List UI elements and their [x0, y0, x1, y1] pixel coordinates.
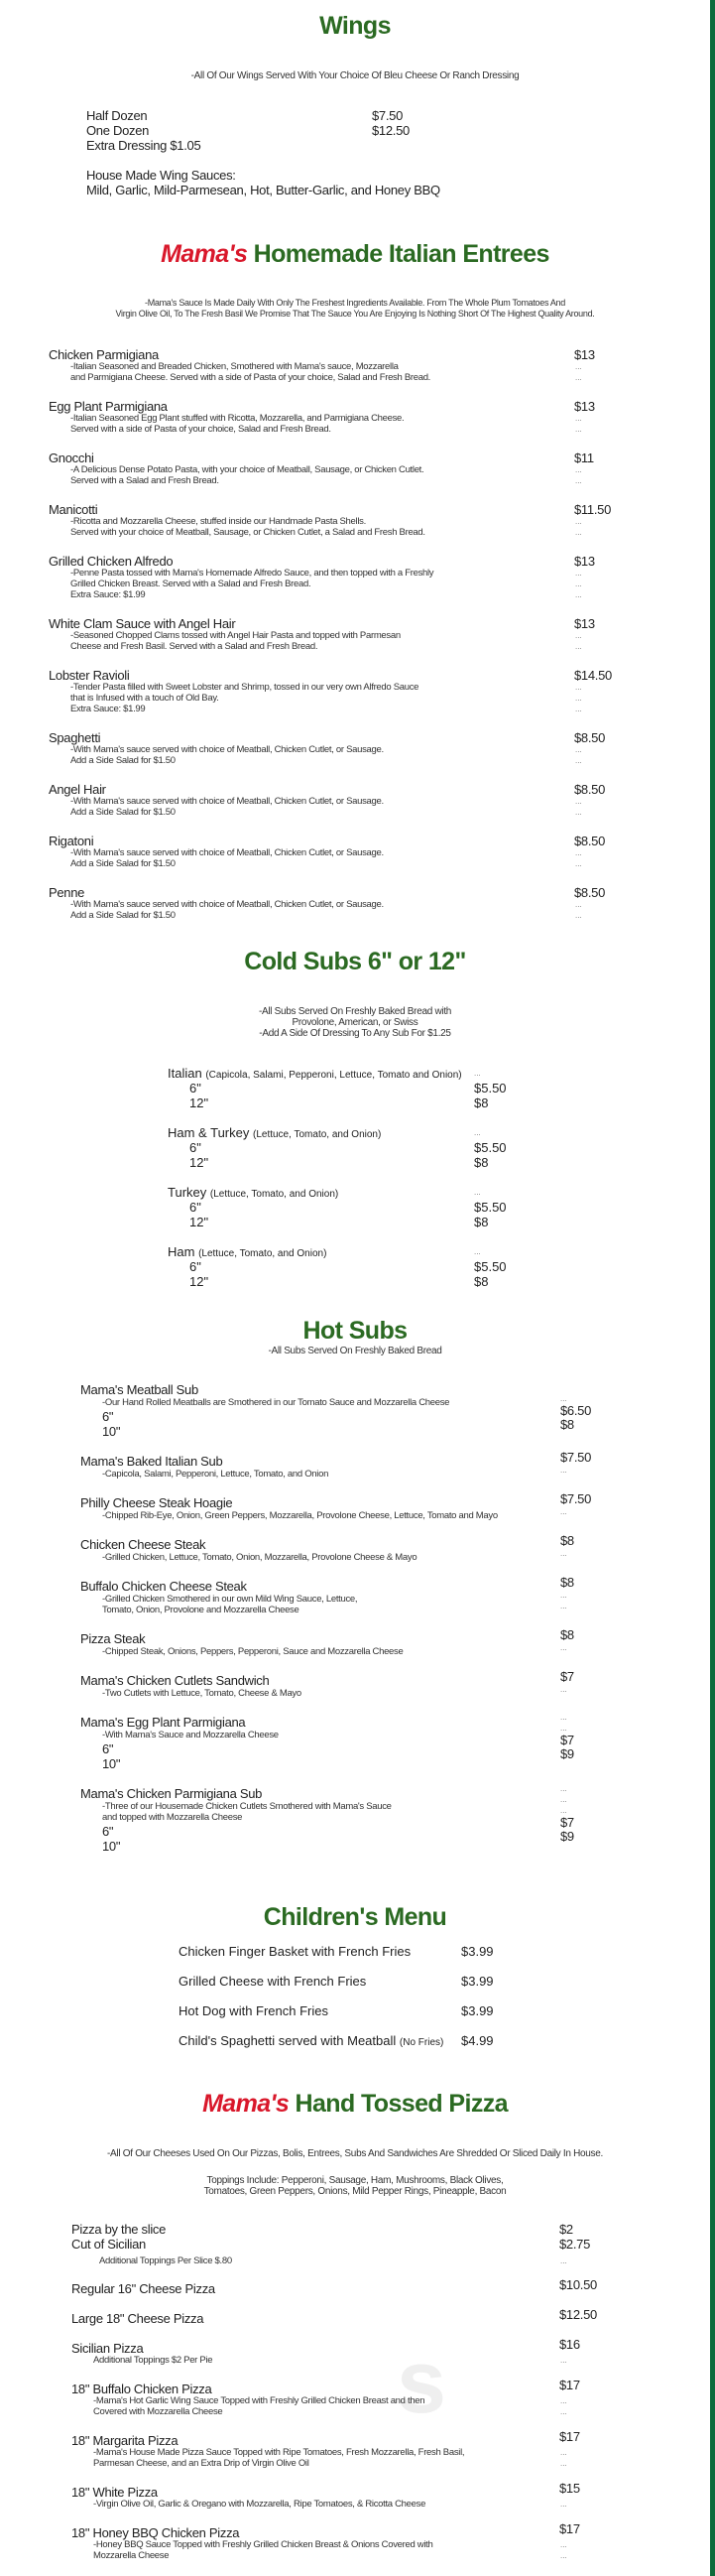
- kids-item-text: Child's Spaghetti served with Meatball: [179, 2033, 397, 2048]
- menu-item-description: Add a Side Salad for $1.50: [70, 755, 176, 766]
- menu-item-price: $13: [574, 399, 595, 414]
- sub-price: $8: [474, 1215, 489, 1229]
- price: $8: [560, 1575, 574, 1590]
- menu-item-description: -Chipped Steak, Onions, Peppers, Pepperoni, Sauce and Mozzarella Cheese: [102, 1646, 404, 1657]
- menu-item-price: $13: [574, 347, 595, 362]
- ellipsis: ...: [560, 2448, 567, 2457]
- ellipsis: ...: [575, 373, 582, 382]
- ellipsis: ...: [560, 2256, 567, 2265]
- sub-name: [168, 1066, 462, 1083]
- menu-item-description: Served with a side of Pasta of your choice, Salad and Fresh Bread.: [70, 424, 331, 435]
- sub-price: $5.50: [474, 1200, 507, 1215]
- ellipsis: ...: [560, 1466, 567, 1475]
- menu-item-name: Regular 16" Cheese Pizza: [71, 2281, 215, 2296]
- ellipsis: ...: [560, 1394, 567, 1403]
- menu-item-price: $14.50: [574, 668, 612, 683]
- menu-item-name: Philly Cheese Steak Hoagie: [80, 1495, 233, 1510]
- ellipsis: ...: [575, 745, 582, 754]
- sub-price: $5.50: [474, 1259, 507, 1274]
- menu-item-name: Chicken Cheese Steak: [80, 1537, 206, 1552]
- section-title: [0, 12, 710, 41]
- menu-item-name: Lobster Ravioli: [49, 668, 130, 683]
- menu-item-description: Served with your choice of Meatball, Sausage, or Chicken Cutlet, a Salad and Fresh Bread.: [70, 527, 425, 538]
- menu-item-description: Grilled Chicken Breast. Served with a Salad and Fresh Bread.: [70, 579, 311, 589]
- sub-size: 10": [102, 1839, 121, 1854]
- menu-item-description: -Seasoned Chopped Clams tossed with Angel Hair Pasta and topped with Parmesan: [70, 630, 401, 641]
- ellipsis: ...: [560, 2500, 567, 2509]
- section-note: -All Subs Served On Freshly Baked Bread: [268, 1346, 442, 1356]
- ellipsis: ...: [560, 1795, 567, 1804]
- menu-item-name: Gnocchi: [49, 451, 94, 465]
- menu-item-price: $8.50: [574, 730, 606, 745]
- ellipsis: ...: [575, 476, 582, 485]
- menu-item-name: Angel Hair: [49, 782, 106, 797]
- mamas-label: Mama's: [202, 2090, 290, 2118]
- section-title: [0, 2090, 710, 2119]
- kids-item-name: [179, 2003, 328, 2018]
- price: $7.50: [560, 1491, 592, 1506]
- sub-size: 6": [102, 1824, 114, 1839]
- menu-item-description: -Grilled Chicken, Lettuce, Tomato, Onion, Mozzarella, Provolone Cheese & Mayo: [102, 1552, 417, 1563]
- menu-item-name: Spaghetti: [49, 730, 101, 745]
- sub-ingredients: (Lettuce, Tomato, and Onion): [198, 1248, 327, 1259]
- menu-item-description: Covered with Mozzarella Cheese: [93, 2406, 223, 2417]
- ellipsis: ...: [560, 2540, 567, 2549]
- price: $7: [560, 1733, 574, 1747]
- section-title: [0, 1317, 710, 1346]
- menu-item-description: -Two Cutlets with Lettuce, Tomato, Cheese & Mayo: [102, 1688, 301, 1699]
- sub-name-text: Ham: [168, 1244, 195, 1259]
- sauces-list: Mild, Garlic, Mild-Parmesean, Hot, Butter-Garlic, and Honey BBQ: [86, 183, 440, 197]
- price: $8: [560, 1417, 574, 1432]
- menu-item-description: and Parmigiana Cheese. Served with a side of Pasta of your choice, Salad and Fresh Bread.: [70, 372, 431, 383]
- ellipsis: ...: [560, 1724, 567, 1733]
- menu-item-price: $10.50: [559, 2277, 597, 2292]
- section-note: -Add A Side Of Dressing To Any Sub For $1.25: [259, 1028, 451, 1039]
- ellipsis: ...: [560, 1591, 567, 1600]
- ellipsis: ...: [560, 1685, 567, 1694]
- menu-item-name: 18" Buffalo Chicken Pizza: [71, 2382, 212, 2396]
- section-title: [0, 948, 710, 976]
- menu-item-description: -With Mama's sauce served with choice of Meatball, Chicken Cutlet, or Sausage.: [70, 744, 384, 755]
- section-title-text: Cold Subs 6" or 12": [244, 948, 466, 975]
- ellipsis: ...: [560, 2356, 567, 2365]
- sub-size: 6": [189, 1140, 201, 1155]
- ellipsis: ...: [474, 1069, 481, 1078]
- menu-item-description: -Tender Pasta filled with Sweet Lobster and Shrimp, tossed in our very own Alfredo Sauce: [70, 682, 419, 693]
- sub-size: 10": [102, 1424, 121, 1439]
- section-note: -All Subs Served On Freshly Baked Bread with: [258, 1006, 452, 1017]
- sub-price: $5.50: [474, 1140, 507, 1155]
- ellipsis: ...: [575, 425, 582, 434]
- sub-price: $5.50: [474, 1081, 507, 1095]
- menu-item-name: Mama's Egg Plant Parmigiana: [80, 1715, 246, 1730]
- menu-item-price: $12.50: [559, 2307, 597, 2322]
- menu-item-description: and topped with Mozzarella Cheese: [102, 1812, 243, 1823]
- ellipsis: ...: [575, 911, 582, 920]
- menu-item-price: $8.50: [574, 782, 606, 797]
- sub-size: 12": [189, 1274, 209, 1289]
- kids-item-name: [179, 1944, 411, 1959]
- sub-price: $8: [474, 1274, 489, 1289]
- ellipsis: ...: [474, 1128, 481, 1137]
- ellipsis: ...: [575, 642, 582, 651]
- ellipsis: ...: [474, 1247, 481, 1256]
- section-note: -Mama's Sauce Is Made Daily With Only The Freshest Ingredients Available. From The Whole Plum Tomatoes And: [145, 298, 565, 308]
- kids-item-price: $3.99: [461, 1974, 494, 1989]
- section-note: Virgin Olive Oil, To The Fresh Basil We Promise That The Sauce You Are Enjoying Is Nothing Short Of The Highest Quality Around.: [115, 309, 595, 319]
- menu-item-name: Pizza by the slice: [71, 2222, 167, 2237]
- price: $9: [560, 1746, 574, 1761]
- ellipsis: ...: [575, 569, 582, 578]
- sub-name-text: Ham & Turkey: [168, 1125, 250, 1140]
- menu-item-description: Additional Toppings $2 Per Pie: [93, 2355, 213, 2366]
- ellipsis: ...: [575, 756, 582, 765]
- toppings-note: Toppings Include: Pepperoni, Sausage, Ham, Mushrooms, Black Olives,: [206, 2175, 504, 2186]
- ellipsis: ...: [560, 2396, 567, 2405]
- ellipsis: ...: [560, 1806, 567, 1815]
- ellipsis: ...: [575, 848, 582, 857]
- ellipsis: ...: [560, 1507, 567, 1516]
- sauces-label: House Made Wing Sauces:: [86, 168, 236, 183]
- sub-size: 6": [102, 1741, 114, 1756]
- menu-item-price: $7.50: [372, 108, 404, 123]
- menu-item-name: Cut of Sicilian: [71, 2237, 146, 2252]
- menu-item-price: $8.50: [574, 834, 606, 848]
- menu-item-description: -With Mama's Sauce and Mozzarella Cheese: [102, 1730, 279, 1740]
- menu-item-description: Served with a Salad and Fresh Bread.: [70, 475, 219, 486]
- section-title-text: Hand Tossed Pizza: [295, 2090, 508, 2118]
- menu-item-description: -Honey BBQ Sauce Topped with Freshly Grilled Chicken Breast & Onions Covered with: [93, 2539, 433, 2550]
- menu-item-description: -Mama's House Made Pizza Sauce Topped with Ripe Tomatoes, Fresh Mozzarella, Fresh Basil,: [93, 2447, 465, 2458]
- menu-item-name: Mama's Chicken Parmigiana Sub: [80, 1786, 263, 1801]
- menu-item-price: $13: [574, 554, 595, 569]
- ellipsis: ...: [575, 694, 582, 703]
- menu-item-description: -Capicola, Salami, Pepperoni, Lettuce, Tomato, and Onion: [102, 1469, 329, 1480]
- kids-item-text: Chicken Finger Basket with French Fries: [179, 1944, 412, 1959]
- ellipsis: ...: [575, 683, 582, 692]
- price: $7: [560, 1669, 574, 1684]
- sub-size: 6": [189, 1200, 201, 1215]
- section-title-text: Children's Menu: [263, 1903, 447, 1931]
- sub-name-text: Italian: [168, 1066, 202, 1081]
- menu-item-name: Chicken Parmigiana: [49, 347, 159, 362]
- menu-item-name: Extra Dressing $1.05: [86, 138, 201, 153]
- menu-item-name: Penne: [49, 885, 85, 900]
- menu-item-name: Buffalo Chicken Cheese Steak: [80, 1579, 247, 1594]
- menu-item-name: Egg Plant Parmigiana: [49, 399, 168, 414]
- ellipsis: ...: [560, 1784, 567, 1793]
- sub-name-text: Turkey: [168, 1185, 207, 1200]
- price: $9: [560, 1829, 574, 1844]
- menu-item-price: $2.75: [559, 2237, 591, 2252]
- menu-item-price: $11: [574, 451, 594, 465]
- ellipsis: ...: [575, 362, 582, 371]
- menu-item-price: $2: [559, 2222, 573, 2237]
- price: $8: [560, 1533, 574, 1548]
- menu-item-name: Mama's Meatball Sub: [80, 1382, 198, 1397]
- ellipsis: ...: [575, 631, 582, 640]
- ellipsis: ...: [575, 859, 582, 868]
- section-title: [0, 1903, 710, 1932]
- section-title-text: Homemade Italian Entrees: [253, 240, 549, 268]
- menu-item-description: Extra Sauce: $1.99: [70, 704, 146, 714]
- sub-price: $8: [474, 1155, 489, 1170]
- menu-item-description: -Three of our Housemade Chicken Cutlets Smothered with Mama's Sauce: [102, 1801, 392, 1812]
- menu-item-name: 18" White Pizza: [71, 2485, 158, 2500]
- menu-item-price: $11.50: [574, 502, 611, 517]
- sub-ingredients: (Capicola, Salami, Pepperoni, Lettuce, Tomato and Onion): [205, 1070, 462, 1081]
- ellipsis: ...: [474, 1188, 481, 1197]
- menu-item-description: -Our Hand Rolled Meatballs are Smothered in our Tomato Sauce and Mozzarella Cheese: [102, 1397, 450, 1408]
- section-note: Provolone, American, or Swiss: [292, 1017, 418, 1028]
- right-edge-stripe: [710, 0, 715, 2576]
- sub-size: 6": [189, 1081, 201, 1095]
- menu-item-description: Add a Side Salad for $1.50: [70, 858, 176, 869]
- menu-item-description: -Italian Seasoned Egg Plant stuffed with Ricotta, Mozzarella, and Parmigiana Cheese.: [70, 413, 405, 424]
- ellipsis: ...: [575, 900, 582, 909]
- sub-ingredients: (Lettuce, Tomato, and Onion): [252, 1129, 382, 1140]
- sub-size: 6": [102, 1409, 114, 1424]
- menu-item-price: $15: [559, 2481, 580, 2496]
- menu-item-description: -Chipped Rib-Eye, Onion, Green Peppers, Mozzarella, Provolone Cheese, Lettuce, Tomato and Mayo: [102, 1510, 498, 1521]
- ellipsis: ...: [560, 1549, 567, 1558]
- menu-item-description: -With Mama's sauce served with choice of Meatball, Chicken Cutlet, or Sausage.: [70, 899, 384, 910]
- menu-item-name: Grilled Chicken Alfredo: [49, 554, 174, 569]
- sub-size: 12": [189, 1215, 209, 1229]
- menu-item-description: Add a Side Salad for $1.50: [70, 910, 176, 921]
- sub-price: $8: [474, 1095, 489, 1110]
- menu-item-description: Add a Side Salad for $1.50: [70, 807, 176, 818]
- menu-item-name: 18" Margarita Pizza: [71, 2433, 179, 2448]
- toppings-note: Tomatoes, Green Peppers, Onions, Mild Pepper Rings, Pineapple, Bacon: [203, 2186, 507, 2197]
- menu-item-name: Half Dozen: [86, 108, 148, 123]
- menu-item-description: Parmesan Cheese, and an Extra Drip of Virgin Olive Oil: [93, 2458, 309, 2469]
- menu-item-description: -Grilled Chicken Smothered in our own Mild Wing Sauce, Lettuce,: [102, 1594, 358, 1605]
- kids-item-price: $3.99: [461, 1944, 494, 1959]
- sub-ingredients: (Lettuce, Tomato, and Onion): [209, 1189, 339, 1200]
- ellipsis: ...: [560, 2551, 567, 2560]
- ellipsis: ...: [575, 590, 582, 599]
- price: $7: [560, 1815, 574, 1830]
- ellipsis: ...: [560, 2459, 567, 2468]
- menu-item-name: Sicilian Pizza: [71, 2341, 144, 2356]
- menu-item-name: Mama's Baked Italian Sub: [80, 1454, 223, 1469]
- ellipsis: ...: [575, 414, 582, 423]
- menu-item-name: One Dozen: [86, 123, 150, 138]
- ellipsis: ...: [575, 517, 582, 526]
- menu-item-price: $17: [559, 2521, 580, 2536]
- menu-item-description: Tomato, Onion, Provolone and Mozzarella Cheese: [102, 1605, 299, 1615]
- price: $6.50: [560, 1403, 592, 1418]
- kids-item-price: $4.99: [461, 2033, 494, 2048]
- menu-item-description: -Italian Seasoned and Breaded Chicken, Smothered with Mama's sauce, Mozzarella: [70, 361, 399, 372]
- menu-item-description: -Penne Pasta tossed with Mama's Homemade Alfredo Sauce, and then topped with a Freshly: [70, 568, 434, 579]
- menu-item-description: Mozzarella Cheese: [93, 2550, 170, 2561]
- kids-item-text: Grilled Cheese with French Fries: [179, 1974, 367, 1989]
- menu-item-description: -Ricotta and Mozzarella Cheese, stuffed inside our Handmade Pasta Shells.: [70, 516, 366, 527]
- menu-item-name: Pizza Steak: [80, 1631, 146, 1646]
- section-title: [0, 240, 710, 269]
- ellipsis: ...: [560, 1643, 567, 1652]
- price: $8: [560, 1627, 574, 1642]
- menu-item-description: -With Mama's sauce served with choice of Meatball, Chicken Cutlet, or Sausage.: [70, 847, 384, 858]
- ellipsis: ...: [575, 705, 582, 713]
- menu-item-name: Rigatoni: [49, 834, 94, 848]
- menu-item-description: that is Infused with a touch of Old Bay.: [70, 693, 219, 704]
- section-title-text: Hot Subs: [302, 1317, 408, 1345]
- menu-item-name: 18" Honey BBQ Chicken Pizza: [71, 2525, 240, 2540]
- ellipsis: ...: [575, 465, 582, 474]
- ellipsis: ...: [560, 1602, 567, 1610]
- sub-size: 10": [102, 1756, 121, 1771]
- section-note: -All Of Our Wings Served With Your Choice Of Bleu Cheese Or Ranch Dressing: [190, 70, 520, 81]
- menu-item-name: Large 18" Cheese Pizza: [71, 2311, 204, 2326]
- section-title-text: Wings: [319, 12, 391, 40]
- menu-item-description: -A Delicious Dense Potato Pasta, with your choice of Meatball, Sausage, or Chicken Cutlet.: [70, 464, 424, 475]
- ellipsis: ...: [575, 797, 582, 806]
- menu-item-price: $8.50: [574, 885, 606, 900]
- menu-item-description: -Virgin Olive Oil, Garlic & Oregano with Mozzarella, Ripe Tomatoes, & Ricotta Cheese: [93, 2499, 426, 2510]
- section-note: -All Of Our Cheeses Used On Our Pizzas, Bolis, Entrees, Subs And Sandwiches Are Shredded Or Sliced Daily In House.: [107, 2148, 603, 2159]
- menu-item-name: White Clam Sauce with Angel Hair: [49, 616, 236, 631]
- kids-item-name: [179, 2033, 443, 2048]
- ellipsis: ...: [575, 580, 582, 588]
- slice-note: Additional Toppings Per Slice $.80: [99, 2255, 232, 2266]
- ellipsis: ...: [575, 528, 582, 537]
- kids-item-note: (No Fries): [399, 2037, 444, 2048]
- kids-item-price: $3.99: [461, 2003, 494, 2018]
- menu-item-price: $12.50: [372, 123, 410, 138]
- kids-item-text: Hot Dog with French Fries: [179, 2003, 328, 2018]
- menu-item-description: -With Mama's sauce served with choice of Meatball, Chicken Cutlet, or Sausage.: [70, 796, 384, 807]
- price: $7.50: [560, 1450, 592, 1465]
- sub-size: 12": [189, 1095, 209, 1110]
- ellipsis: ...: [560, 1713, 567, 1722]
- menu-item-name: Mama's Chicken Cutlets Sandwich: [80, 1673, 270, 1688]
- ellipsis: ...: [575, 808, 582, 817]
- menu-item-price: $13: [574, 616, 595, 631]
- menu-item-price: $16: [559, 2337, 580, 2352]
- sub-size: 12": [189, 1155, 209, 1170]
- menu-item-description: Extra Sauce: $1.99: [70, 589, 146, 600]
- kids-item-name: [179, 1974, 366, 1989]
- menu-item-price: $17: [559, 2429, 580, 2444]
- menu-item-name: Manicotti: [49, 502, 98, 517]
- menu-item-description: Cheese and Fresh Basil. Served with a Salad and Fresh Bread.: [70, 641, 318, 652]
- menu-item-description: -Mama's Hot Garlic Wing Sauce Topped with Freshly Grilled Chicken Breast and then: [93, 2395, 425, 2406]
- sirved-watermark-logo: s: [397, 2333, 444, 2432]
- menu-item-price: $17: [559, 2378, 580, 2392]
- mamas-label: Mama's: [161, 240, 248, 268]
- ellipsis: ...: [560, 2407, 567, 2416]
- sub-size: 6": [189, 1259, 201, 1274]
